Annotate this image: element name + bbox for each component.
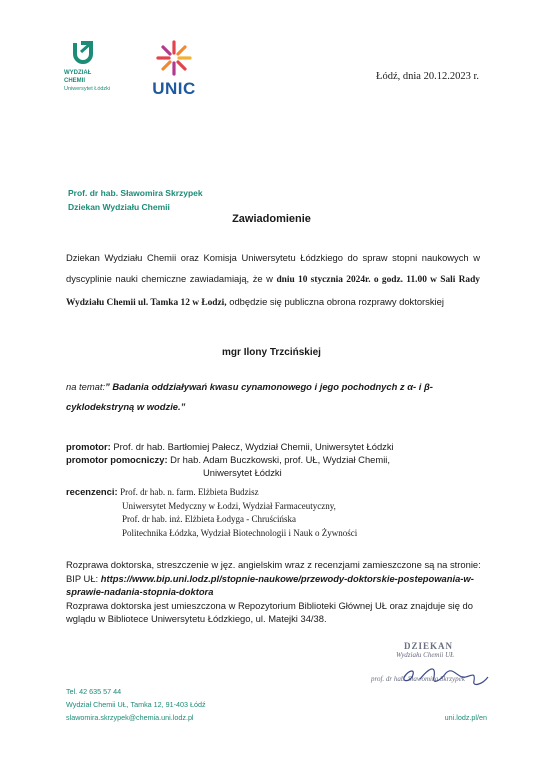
publication-note [66,558,486,626]
dean-stamp [371,641,486,683]
publication-text: Rozprawa doktorska, streszczenie w jęz. angielskim wraz z recenzjami zamieszczone są na stronie: BIP UŁ: [66,559,481,584]
announcement-start: Dziekan Wydziału Chemii oraz Komisja Uniwersytetu Łódzkiego do spraw stopni naukowych w dyscyplinie nauki chemiczne zawiadamiają, że w [66,252,480,284]
contact-block [66,685,206,724]
contact-email[interactable]: slawomira.skrzypek@chemia.uni.lodz.pl [66,713,194,722]
pomocniczy-value-2: Uniwersytet Łódzki [203,467,282,478]
sender-block [68,186,203,214]
faculty-logo-line3: Uniwersytet Łódzki [64,86,111,92]
topic-text: ” Badania oddziaływań kwasu cynamonowego i jego pochodnych z α- i β-cyklodekstryną w wodzie.” [66,381,433,412]
faculty-logo-line2: CHEMII [64,78,85,84]
promotor-label: promotor: [66,441,111,452]
candidate-name: mgr Ilony Trzcińskiej [222,347,321,358]
announcement-paragraph [66,247,480,314]
sender-role: Dziekan Wydziału Chemii [68,202,170,212]
reviewer-1: Prof. dr hab. n. farm. Elżbieta Budzisz [120,487,259,497]
bip-link[interactable]: https://www.bip.uni.lodz.pl/stopnie-naukowe/przewody-doktorskie-postepowania-w-sprawie-nadania-stopnia-doktora [66,572,474,597]
stamp-line: Wydziału Chemii UŁ [396,651,455,659]
document-title: Zawiadomienie [232,213,311,225]
pomocniczy-value: Dr hab. Adam Buczkowski, prof. UŁ, Wydział Chemii, [167,454,390,465]
stamp-name: prof. dr hab. Sławomira Skrzypek [371,675,465,683]
pomocniczy-label: promotor pomocniczy: [66,454,168,465]
promotor-value: Prof. dr hab. Bartłomiej Pałecz, Wydział Chemii, Uniwersytet Łódzki [110,441,394,452]
reviewer-2-affiliation: Politechnika Łódzka, Wydział Biotechnologii i Nauk o Żywności [122,527,358,538]
sender-name: Prof. dr hab. Sławomira Skrzypek [68,188,203,198]
reviewers-block [66,485,357,540]
reviewer-1-affiliation: Uniwersytet Medyczny w Łodzi, Wydział Farmaceutyczny, [122,500,336,511]
faculty-logo-line1: WYDZIAŁ [64,70,92,76]
stamp-title: DZIEKAN [404,641,454,651]
supervisors-block [66,440,496,479]
unic-logo [148,40,200,99]
contact-address: Wydział Chemii UŁ, Tamka 12, 91-403 Łódź [66,700,206,709]
topic-label: na temat: [66,381,106,392]
unic-star-icon [156,40,192,76]
thesis-topic [66,377,486,417]
faculty-logo [64,40,134,93]
faculty-logo-icon [72,40,94,64]
signature-icon [396,655,496,689]
repository-text: Rozprawa doktorska jest umieszczona w Repozytorium Biblioteki Głównej UŁ oraz znajduje się do wglądu w Bibliotece Uniwersytetu Łódzkiego, ul. Matejki 34/38. [66,599,473,624]
unic-logo-text: UNIC [152,79,196,98]
contact-phone: Tel. 42 635 57 44 [66,687,122,696]
reviewers-label: recenzenci: [66,486,118,497]
university-url[interactable]: uni.lodz.pl/en [444,713,487,722]
defense-date-place: dniu 10 stycznia 2024r. o godz. 11.00 w Sali Rady Wydziału Chemii ul. Tamka 12 w Łodzi, [66,275,480,308]
document-date: Łódź, dnia 20.12.2023 r. [376,71,479,82]
announcement-end: odbędzie się publiczna obrona rozprawy doktorskiej [226,296,444,307]
reviewer-2: Prof. dr hab. inż. Elżbieta Łodyga - Chruścińska [122,514,296,524]
